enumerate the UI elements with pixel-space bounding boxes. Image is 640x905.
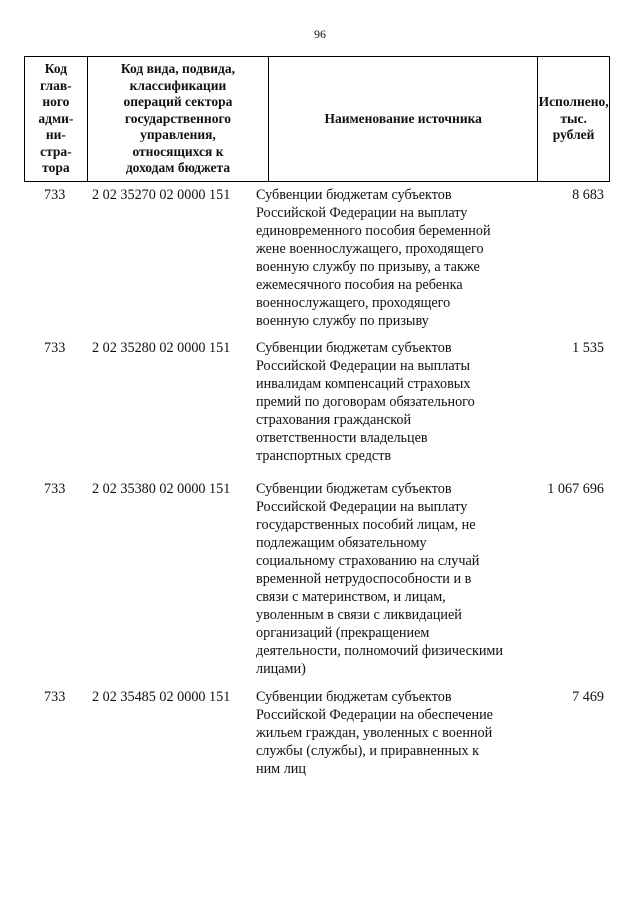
source-name: Субвенции бюджетам субъектов Российской Федерации на выплату единовременного пособия беременной жене военнослужащего, проходящего военную службу по призыву, а также ежемесячного пособия на ребенка военнослужащего, проходящего военную службу по призыву — [256, 187, 491, 329]
classification-code: 2 02 35270 02 0000 151 — [92, 187, 231, 203]
admin-code: 733 — [44, 340, 66, 356]
header-classification-code: Код вида, подвида, классификации операций сектора государственного управления, относящихся к доходам бюджета — [88, 57, 269, 181]
header-executed: Исполнено, тыс. рублей — [538, 94, 609, 143]
admin-code: 733 — [44, 187, 66, 203]
source-name: Субвенции бюджетам субъектов Российской Федерации на обеспечение жильем граждан, уволенных с военной службы (службы), и приравненных к ним лиц — [256, 689, 493, 777]
table-header — [24, 56, 610, 182]
header-admin-code: Код глав- ного адми- ни- стра- тора — [25, 57, 88, 181]
executed-amount: 1 535 — [572, 340, 604, 356]
executed-amount: 7 469 — [572, 689, 604, 705]
admin-code: 733 — [44, 689, 66, 705]
admin-code: 733 — [44, 481, 66, 497]
classification-code: 2 02 35280 02 0000 151 — [92, 340, 231, 356]
executed-amount: 8 683 — [572, 187, 604, 203]
classification-code: 2 02 35380 02 0000 151 — [92, 481, 231, 497]
source-name: Субвенции бюджетам субъектов Российской Федерации на выплаты инвалидам компенсаций страховых премий по договорам обязательного страхования гражданской ответственности владельцев транспортных средств — [256, 340, 475, 464]
header-source-name: Наименование источника — [269, 57, 538, 181]
page-number: 96 — [314, 27, 326, 41]
source-name: Субвенции бюджетам субъектов Российской Федерации на выплату государственных пособий лицам, не подлежащим обязательному социальному страхованию на случай временной нетрудоспособности и в связи с материнством, и лицам, уволенным в связи с ликвидацией организаций (прекращением деятельности, полномочий физическими лицами) — [256, 481, 503, 677]
classification-code: 2 02 35485 02 0000 151 — [92, 689, 231, 705]
executed-amount: 1 067 696 — [547, 481, 604, 497]
